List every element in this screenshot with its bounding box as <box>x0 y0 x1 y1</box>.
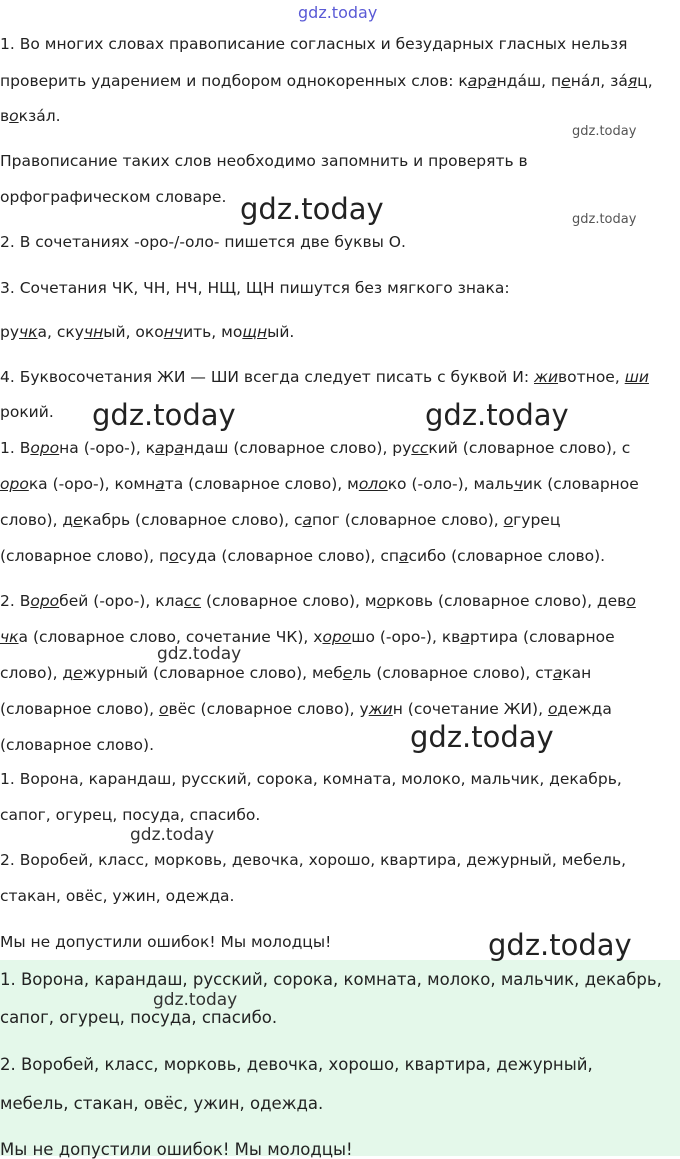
analysis-1-line-4: (словарное слово), посуда (словарное слово), спасибо (словарное слово). <box>0 547 606 565</box>
analysis-1-line-1: 1. Ворона (-оро-), карандаш (словарное слово), русский (словарное слово), с <box>0 439 631 457</box>
watermark: gdz.today <box>488 928 632 962</box>
analysis-2-line-2: чка (словарное слово, сочетание ЧК), хорошо (-оро-), квартира (словарное <box>0 628 615 646</box>
rule-3-examples: ручка, скучный, окончить, мощный. <box>0 323 295 341</box>
rule-4-line-2: рокий. <box>0 403 54 421</box>
rule-4-line-1: 4. Буквосочетания ЖИ — ШИ всегда следует писать с буквой И: животное, ши <box>0 368 649 386</box>
rule-1-note-line-2: орфографическом словаре. <box>0 188 227 206</box>
rule-3: 3. Сочетания ЧК, ЧН, НЧ, НЩ, ЩН пишутся без мягкого знака: <box>0 279 510 297</box>
rule-1-line-1: 1. Во многих словах правописание согласных и безударных гласных нельзя <box>0 35 628 53</box>
watermark: gdz.today <box>572 212 637 227</box>
watermark: gdz.today <box>153 990 238 1010</box>
final-answer-1-line-1: 1. Ворона, карандаш, русский, сорока, комната, молоко, мальчик, декабрь, <box>0 970 662 989</box>
final-answer-1-line-2: сапог, огурец, посуда, спасибо. <box>0 1008 278 1027</box>
watermark: gdz.today <box>410 720 554 754</box>
analysis-2-line-4: (словарное слово), овёс (словарное слово), ужин (сочетание ЖИ), одежда <box>0 700 612 718</box>
final-conclusion: Мы не допустили ошибок! Мы молодцы! <box>0 1140 353 1159</box>
watermark: gdz.today <box>240 192 384 226</box>
watermark: gdz.today <box>157 644 242 664</box>
watermark: gdz.today <box>572 124 637 139</box>
analysis-1-line-3: слово), декабрь (словарное слово), сапог (словарное слово), огурец <box>0 511 561 529</box>
rule-1-line-2: проверить ударением и подбором однокоренных слов: карандáш, пенáл, зáяц, <box>0 72 653 90</box>
watermark: gdz.today <box>130 825 215 845</box>
watermark: gdz.today <box>425 398 569 432</box>
rule-1-line-3: вокзáл. <box>0 107 61 125</box>
answer-1-line-1: 1. Ворона, карандаш, русский, сорока, комната, молоко, мальчик, декабрь, <box>0 770 622 788</box>
answer-2-line-2: стакан, овёс, ужин, одежда. <box>0 887 235 905</box>
analysis-2-line-3: слово), дежурный (словарное слово), мебель (словарное слово), стакан <box>0 664 592 682</box>
watermark: gdz.today <box>92 398 236 432</box>
answer-1-line-2: сапог, огурец, посуда, спасибо. <box>0 806 261 824</box>
final-answer-2-line-1: 2. Воробей, класс, морковь, девочка, хорошо, квартира, дежурный, <box>0 1055 593 1074</box>
rule-2: 2. В сочетаниях -оро-/-оло- пишется две буквы О. <box>0 233 406 251</box>
rule-1-note-line-1: Правописание таких слов необходимо запомнить и проверять в <box>0 152 528 170</box>
answer-2-line-1: 2. Воробей, класс, морковь, девочка, хорошо, квартира, дежурный, мебель, <box>0 851 627 869</box>
conclusion: Мы не допустили ошибок! Мы молодцы! <box>0 933 332 951</box>
final-answer-2-line-2: мебель, стакан, овёс, ужин, одежда. <box>0 1094 324 1113</box>
watermark-top: gdz.today <box>298 3 378 22</box>
analysis-2-line-1: 2. Воробей (-оро-), класс (словарное слово), морковь (словарное слово), дево <box>0 592 636 610</box>
analysis-1-line-2: орока (-оро-), комната (словарное слово), молоко (-оло-), мальчик (словарное <box>0 475 639 493</box>
analysis-2-line-5: (словарное слово). <box>0 736 155 754</box>
